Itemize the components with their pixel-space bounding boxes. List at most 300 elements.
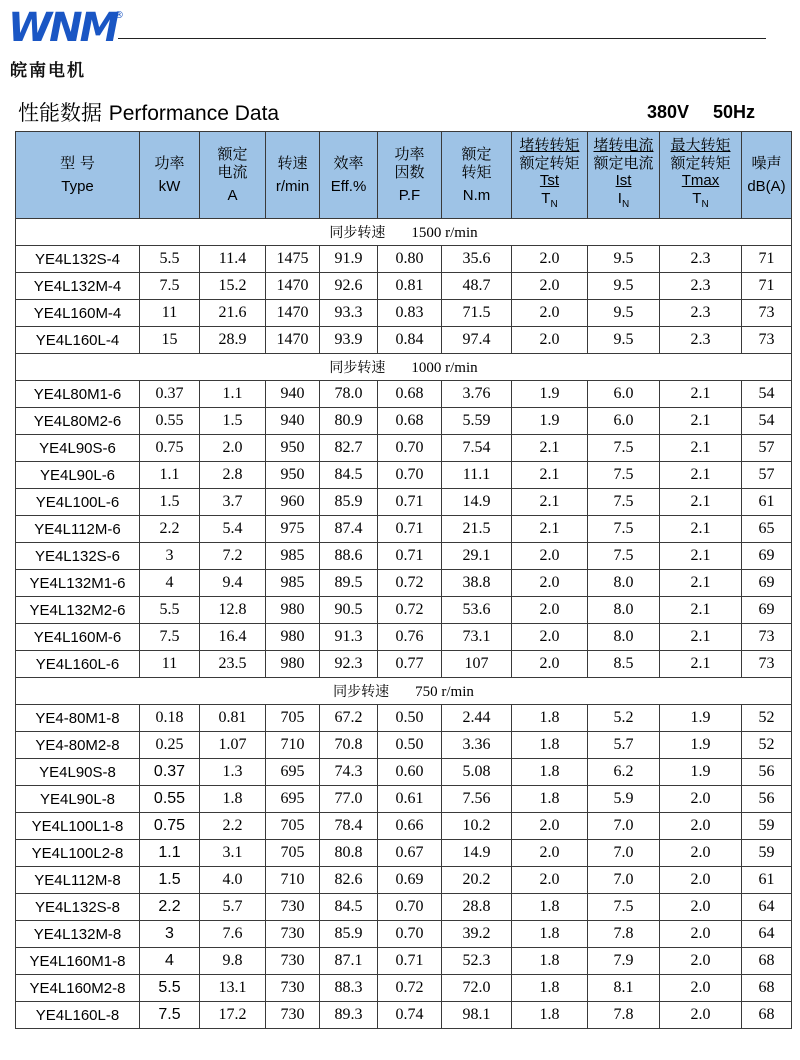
cell-pf: 0.50 xyxy=(378,705,442,732)
cell-ist: 7.5 xyxy=(588,435,660,462)
header-label-cn: 功率 xyxy=(394,145,425,163)
cell-tst: 2.0 xyxy=(512,651,588,678)
cell-type: YE4L132M-8 xyxy=(16,921,140,948)
cell-power: 0.18 xyxy=(140,705,200,732)
voltage-label: 380V xyxy=(647,102,690,122)
cell-ist: 5.2 xyxy=(588,705,660,732)
cell-current: 1.1 xyxy=(200,381,266,408)
cell-pf: 0.72 xyxy=(378,975,442,1002)
cell-ist: 6.0 xyxy=(588,381,660,408)
header-label-cn: 噪声 xyxy=(751,154,782,172)
cell-power: 7.5 xyxy=(140,273,200,300)
cell-speed: 980 xyxy=(266,597,320,624)
cell-speed: 695 xyxy=(266,786,320,813)
cell-current: 23.5 xyxy=(200,651,266,678)
cell-tst: 1.8 xyxy=(512,786,588,813)
cell-pf: 0.68 xyxy=(378,381,442,408)
cell-power: 5.5 xyxy=(140,597,200,624)
cell-power: 0.75 xyxy=(140,813,200,840)
cell-tmax: 2.3 xyxy=(660,273,742,300)
table-row xyxy=(16,705,792,732)
table-row xyxy=(16,327,792,354)
header-label-en: kW xyxy=(158,178,181,195)
header-ratio-denominator-label: 额定电流 xyxy=(593,154,654,172)
cell-noise: 69 xyxy=(742,570,792,597)
cell-type: YE4L132M-4 xyxy=(16,273,140,300)
cell-torque: 48.7 xyxy=(442,273,512,300)
cell-speed: 940 xyxy=(266,408,320,435)
cell-type: YE4L160L-8 xyxy=(16,1002,140,1029)
header-label-en: Type xyxy=(61,178,94,195)
cell-type: YE4L112M-6 xyxy=(16,516,140,543)
header-ratio-symbol-top: Tmax xyxy=(681,172,720,189)
cell-power: 1.5 xyxy=(140,867,200,894)
cell-torque: 71.5 xyxy=(442,300,512,327)
table-row xyxy=(16,273,792,300)
cell-speed: 950 xyxy=(266,462,320,489)
cell-power: 1.1 xyxy=(140,462,200,489)
table-row xyxy=(16,408,792,435)
cell-tst: 1.8 xyxy=(512,1002,588,1029)
cell-current: 2.8 xyxy=(200,462,266,489)
cell-type: YE4L160L-4 xyxy=(16,327,140,354)
header-ratio-symbol-top: Ist xyxy=(615,172,632,189)
cell-eff: 93.9 xyxy=(320,327,378,354)
cell-power: 7.5 xyxy=(140,1002,200,1029)
section-label-cn: 同步转速 xyxy=(329,225,386,241)
cell-eff: 88.3 xyxy=(320,975,378,1002)
cell-noise: 54 xyxy=(742,381,792,408)
cell-ist: 6.2 xyxy=(588,759,660,786)
cell-pf: 0.67 xyxy=(378,840,442,867)
cell-noise: 73 xyxy=(742,651,792,678)
header-label-en: P.F xyxy=(398,187,421,204)
cell-pf: 0.84 xyxy=(378,327,442,354)
cell-tmax: 2.0 xyxy=(660,1002,742,1029)
cell-torque: 52.3 xyxy=(442,948,512,975)
cell-noise: 61 xyxy=(742,867,792,894)
cell-eff: 82.7 xyxy=(320,435,378,462)
cell-speed: 1470 xyxy=(266,273,320,300)
header-label-cn: 型 号 xyxy=(60,154,95,172)
table-row xyxy=(16,543,792,570)
cell-tmax: 2.0 xyxy=(660,975,742,1002)
cell-speed: 1470 xyxy=(266,300,320,327)
cell-current: 7.2 xyxy=(200,543,266,570)
cell-tmax: 2.0 xyxy=(660,786,742,813)
cell-tmax: 2.0 xyxy=(660,867,742,894)
column-header-current xyxy=(200,132,266,219)
cell-pf: 0.69 xyxy=(378,867,442,894)
header-ratio-symbol-bottom: $I_N$ xyxy=(617,190,630,210)
section-label-cn: 同步转速 xyxy=(333,684,390,700)
table-row xyxy=(16,489,792,516)
cell-ist: 7.8 xyxy=(588,1002,660,1029)
cell-torque: 29.1 xyxy=(442,543,512,570)
cell-power: 7.5 xyxy=(140,624,200,651)
cell-pf: 0.77 xyxy=(378,651,442,678)
cell-type: YE4L132S-4 xyxy=(16,246,140,273)
company-logo xyxy=(8,4,124,84)
header-label-en: Eff.% xyxy=(330,178,367,195)
cell-eff: 70.8 xyxy=(320,732,378,759)
cell-speed: 985 xyxy=(266,570,320,597)
cell-current: 11.4 xyxy=(200,246,266,273)
cell-power: 0.37 xyxy=(140,381,200,408)
table-row xyxy=(16,732,792,759)
cell-tmax: 2.0 xyxy=(660,894,742,921)
cell-noise: 61 xyxy=(742,489,792,516)
cell-tmax: 1.9 xyxy=(660,705,742,732)
cell-torque: 5.08 xyxy=(442,759,512,786)
cell-eff: 80.9 xyxy=(320,408,378,435)
table-row xyxy=(16,813,792,840)
cell-pf: 0.70 xyxy=(378,894,442,921)
cell-speed: 950 xyxy=(266,435,320,462)
header-ratio-symbol-bottom: $T_N$ xyxy=(541,190,558,210)
cell-current: 2.0 xyxy=(200,435,266,462)
cell-ist: 7.0 xyxy=(588,813,660,840)
cell-tst: 2.0 xyxy=(512,246,588,273)
cell-pf: 0.50 xyxy=(378,732,442,759)
cell-tmax: 2.1 xyxy=(660,543,742,570)
cell-noise: 65 xyxy=(742,516,792,543)
table-body xyxy=(16,219,792,1029)
table-row xyxy=(16,1002,792,1029)
cell-power: 0.37 xyxy=(140,759,200,786)
cell-torque: 3.76 xyxy=(442,381,512,408)
cell-type: YE4L100L1-8 xyxy=(16,813,140,840)
cell-tst: 1.8 xyxy=(512,705,588,732)
cell-speed: 980 xyxy=(266,624,320,651)
header-label-cn: 电流 xyxy=(217,163,248,181)
cell-noise: 69 xyxy=(742,597,792,624)
performance-table xyxy=(15,131,792,1029)
cell-power: 0.75 xyxy=(140,435,200,462)
header-label-cn: 额定 xyxy=(217,145,248,163)
cell-power: 4 xyxy=(140,948,200,975)
cell-noise: 57 xyxy=(742,462,792,489)
cell-pf: 0.70 xyxy=(378,921,442,948)
cell-torque: 10.2 xyxy=(442,813,512,840)
cell-current: 12.8 xyxy=(200,597,266,624)
cell-eff: 91.3 xyxy=(320,624,378,651)
cell-pf: 0.74 xyxy=(378,1002,442,1029)
cell-tmax: 1.9 xyxy=(660,759,742,786)
header-ratio-denominator-label: 额定转矩 xyxy=(519,154,580,172)
cell-torque: 97.4 xyxy=(442,327,512,354)
cell-pf: 0.70 xyxy=(378,435,442,462)
cell-tmax: 2.3 xyxy=(660,246,742,273)
section-label xyxy=(16,354,792,381)
cell-power: 11 xyxy=(140,651,200,678)
header-label-cn: 因数 xyxy=(394,163,425,181)
cell-noise: 73 xyxy=(742,300,792,327)
cell-eff: 80.8 xyxy=(320,840,378,867)
column-header-eff xyxy=(320,132,378,219)
cell-current: 9.8 xyxy=(200,948,266,975)
cell-speed: 985 xyxy=(266,543,320,570)
header-label-en: N.m xyxy=(462,187,491,204)
cell-tmax: 2.3 xyxy=(660,300,742,327)
cell-speed: 980 xyxy=(266,651,320,678)
cell-torque: 28.8 xyxy=(442,894,512,921)
cell-speed: 730 xyxy=(266,894,320,921)
cell-torque: 21.5 xyxy=(442,516,512,543)
cell-current: 13.1 xyxy=(200,975,266,1002)
cell-eff: 74.3 xyxy=(320,759,378,786)
cell-tst: 2.0 xyxy=(512,570,588,597)
cell-type: YE4L132S-6 xyxy=(16,543,140,570)
cell-speed: 730 xyxy=(266,921,320,948)
cell-tst: 1.8 xyxy=(512,894,588,921)
header-label-cn: 效率 xyxy=(333,154,364,172)
cell-current: 5.4 xyxy=(200,516,266,543)
cell-power: 4 xyxy=(140,570,200,597)
cell-ist: 9.5 xyxy=(588,327,660,354)
cell-tmax: 2.1 xyxy=(660,408,742,435)
header-label-en: dB(A) xyxy=(747,178,786,195)
cell-torque: 38.8 xyxy=(442,570,512,597)
cell-tst: 1.9 xyxy=(512,408,588,435)
cell-tst: 1.9 xyxy=(512,381,588,408)
cell-ist: 8.0 xyxy=(588,624,660,651)
cell-noise: 56 xyxy=(742,759,792,786)
cell-noise: 73 xyxy=(742,624,792,651)
cell-tst: 1.8 xyxy=(512,975,588,1002)
header-ratio-symbol-subscript: N xyxy=(701,199,709,210)
cell-eff: 84.5 xyxy=(320,462,378,489)
header-label-cn: 额定 xyxy=(461,145,492,163)
column-header-type xyxy=(16,132,140,219)
cell-eff: 78.4 xyxy=(320,813,378,840)
table-row xyxy=(16,462,792,489)
header-label-en: A xyxy=(227,187,238,204)
header-ratio-numerator-label: 堵转电流 xyxy=(593,136,654,154)
cell-eff: 87.4 xyxy=(320,516,378,543)
cell-type: YE4L160L-6 xyxy=(16,651,140,678)
cell-speed: 730 xyxy=(266,948,320,975)
cell-eff: 92.6 xyxy=(320,273,378,300)
title-en: Performance Data xyxy=(108,102,280,125)
cell-torque: 11.1 xyxy=(442,462,512,489)
cell-power: 0.25 xyxy=(140,732,200,759)
header-ratio-denominator-label: 额定转矩 xyxy=(670,154,731,172)
cell-ist: 7.5 xyxy=(588,894,660,921)
cell-speed: 705 xyxy=(266,813,320,840)
header-ratio-numerator-label: 堵转转矩 xyxy=(519,136,580,154)
cell-torque: 72.0 xyxy=(442,975,512,1002)
cell-eff: 84.5 xyxy=(320,894,378,921)
cell-ist: 7.5 xyxy=(588,516,660,543)
cell-speed: 1470 xyxy=(266,327,320,354)
cell-pf: 0.61 xyxy=(378,786,442,813)
column-header-power xyxy=(140,132,200,219)
cell-type: YE4L90L-6 xyxy=(16,462,140,489)
cell-ist: 7.0 xyxy=(588,840,660,867)
cell-tmax: 2.1 xyxy=(660,597,742,624)
cell-speed: 705 xyxy=(266,705,320,732)
header-label-en: r/min xyxy=(275,178,310,195)
cell-eff: 85.9 xyxy=(320,921,378,948)
cell-power: 2.2 xyxy=(140,516,200,543)
registered-mark: ® xyxy=(114,10,124,21)
section-row xyxy=(16,219,792,246)
cell-speed: 705 xyxy=(266,840,320,867)
cell-current: 15.2 xyxy=(200,273,266,300)
cell-noise: 68 xyxy=(742,1002,792,1029)
cell-power: 3 xyxy=(140,543,200,570)
cell-torque: 107 xyxy=(442,651,512,678)
cell-tmax: 2.1 xyxy=(660,435,742,462)
cell-ist: 5.7 xyxy=(588,732,660,759)
cell-speed: 730 xyxy=(266,1002,320,1029)
table-row xyxy=(16,435,792,462)
cell-ist: 6.0 xyxy=(588,408,660,435)
header-label-cn: 转矩 xyxy=(461,163,492,181)
header-ratio-symbol-subscript: N xyxy=(621,199,630,210)
cell-tst: 2.1 xyxy=(512,462,588,489)
table-row xyxy=(16,894,792,921)
cell-tmax: 2.0 xyxy=(660,921,742,948)
cell-noise: 64 xyxy=(742,894,792,921)
cell-speed: 1475 xyxy=(266,246,320,273)
cell-tmax: 2.1 xyxy=(660,570,742,597)
cell-tmax: 2.0 xyxy=(660,813,742,840)
column-header-speed xyxy=(266,132,320,219)
cell-speed: 940 xyxy=(266,381,320,408)
cell-type: YE4L90L-8 xyxy=(16,786,140,813)
cell-eff: 93.3 xyxy=(320,300,378,327)
cell-tmax: 2.1 xyxy=(660,462,742,489)
cell-torque: 14.9 xyxy=(442,840,512,867)
cell-ist: 5.9 xyxy=(588,786,660,813)
cell-noise: 73 xyxy=(742,327,792,354)
table-row xyxy=(16,300,792,327)
cell-current: 1.07 xyxy=(200,732,266,759)
cell-power: 1.1 xyxy=(140,840,200,867)
cell-torque: 20.2 xyxy=(442,867,512,894)
cell-pf: 0.71 xyxy=(378,489,442,516)
cell-noise: 59 xyxy=(742,813,792,840)
cell-speed: 730 xyxy=(266,975,320,1002)
cell-noise: 69 xyxy=(742,543,792,570)
cell-eff: 67.2 xyxy=(320,705,378,732)
table-row xyxy=(16,975,792,1002)
cell-eff: 78.0 xyxy=(320,381,378,408)
cell-type: YE4-80M1-8 xyxy=(16,705,140,732)
cell-type: YE4L80M1-6 xyxy=(16,381,140,408)
cell-pf: 0.72 xyxy=(378,597,442,624)
cell-type: YE4L132M1-6 xyxy=(16,570,140,597)
cell-tst: 1.8 xyxy=(512,948,588,975)
cell-torque: 39.2 xyxy=(442,921,512,948)
column-header-tmax xyxy=(660,132,742,219)
cell-tmax: 2.1 xyxy=(660,516,742,543)
table-row xyxy=(16,867,792,894)
cell-type: YE4L90S-8 xyxy=(16,759,140,786)
cell-torque: 98.1 xyxy=(442,1002,512,1029)
cell-pf: 0.76 xyxy=(378,624,442,651)
table-row xyxy=(16,381,792,408)
cell-tst: 2.0 xyxy=(512,273,588,300)
cell-type: YE4L160M1-8 xyxy=(16,948,140,975)
cell-noise: 52 xyxy=(742,732,792,759)
cell-power: 5.5 xyxy=(140,246,200,273)
cell-pf: 0.71 xyxy=(378,948,442,975)
cell-pf: 0.66 xyxy=(378,813,442,840)
section-label-speed: 750 r/min xyxy=(415,684,474,700)
cell-noise: 71 xyxy=(742,273,792,300)
cell-tmax: 1.9 xyxy=(660,732,742,759)
cell-current: 3.7 xyxy=(200,489,266,516)
cell-eff: 90.5 xyxy=(320,597,378,624)
cell-ist: 9.5 xyxy=(588,300,660,327)
cell-type: YE4L160M-4 xyxy=(16,300,140,327)
cell-eff: 77.0 xyxy=(320,786,378,813)
table-row xyxy=(16,597,792,624)
cell-pf: 0.72 xyxy=(378,570,442,597)
cell-pf: 0.60 xyxy=(378,759,442,786)
table-header-row xyxy=(16,132,792,219)
cell-torque: 35.6 xyxy=(442,246,512,273)
cell-eff: 89.3 xyxy=(320,1002,378,1029)
cell-pf: 0.81 xyxy=(378,273,442,300)
cell-noise: 68 xyxy=(742,948,792,975)
cell-torque: 14.9 xyxy=(442,489,512,516)
cell-type: YE4L160M2-8 xyxy=(16,975,140,1002)
cell-type: YE4-80M2-8 xyxy=(16,732,140,759)
cell-noise: 56 xyxy=(742,786,792,813)
cell-tmax: 2.0 xyxy=(660,948,742,975)
header-divider xyxy=(118,38,766,39)
cell-tst: 2.0 xyxy=(512,597,588,624)
cell-tmax: 2.1 xyxy=(660,624,742,651)
cell-power: 2.2 xyxy=(140,894,200,921)
company-name: 皖南电机 xyxy=(10,61,86,81)
cell-power: 3 xyxy=(140,921,200,948)
cell-type: YE4L160M-6 xyxy=(16,624,140,651)
cell-current: 9.4 xyxy=(200,570,266,597)
cell-current: 1.5 xyxy=(200,408,266,435)
cell-tst: 2.0 xyxy=(512,327,588,354)
header-ratio-symbol-top: Tst xyxy=(539,172,560,189)
cell-current: 28.9 xyxy=(200,327,266,354)
cell-current: 1.8 xyxy=(200,786,266,813)
section-label xyxy=(16,219,792,246)
cell-current: 3.1 xyxy=(200,840,266,867)
table-row xyxy=(16,921,792,948)
cell-speed: 960 xyxy=(266,489,320,516)
title-cn: 性能数据 xyxy=(18,101,102,125)
cell-type: YE4L80M2-6 xyxy=(16,408,140,435)
cell-ist: 7.9 xyxy=(588,948,660,975)
header-ratio-symbol-subscript: N xyxy=(550,199,558,210)
cell-torque: 5.59 xyxy=(442,408,512,435)
logo-mark: WNM xyxy=(8,5,117,51)
cell-ist: 7.5 xyxy=(588,543,660,570)
cell-speed: 975 xyxy=(266,516,320,543)
page-title xyxy=(18,99,279,128)
cell-eff: 92.3 xyxy=(320,651,378,678)
cell-current: 4.0 xyxy=(200,867,266,894)
cell-ist: 9.5 xyxy=(588,273,660,300)
cell-tst: 2.0 xyxy=(512,840,588,867)
cell-tst: 2.1 xyxy=(512,489,588,516)
cell-ist: 7.8 xyxy=(588,921,660,948)
column-header-noise xyxy=(742,132,792,219)
cell-pf: 0.80 xyxy=(378,246,442,273)
